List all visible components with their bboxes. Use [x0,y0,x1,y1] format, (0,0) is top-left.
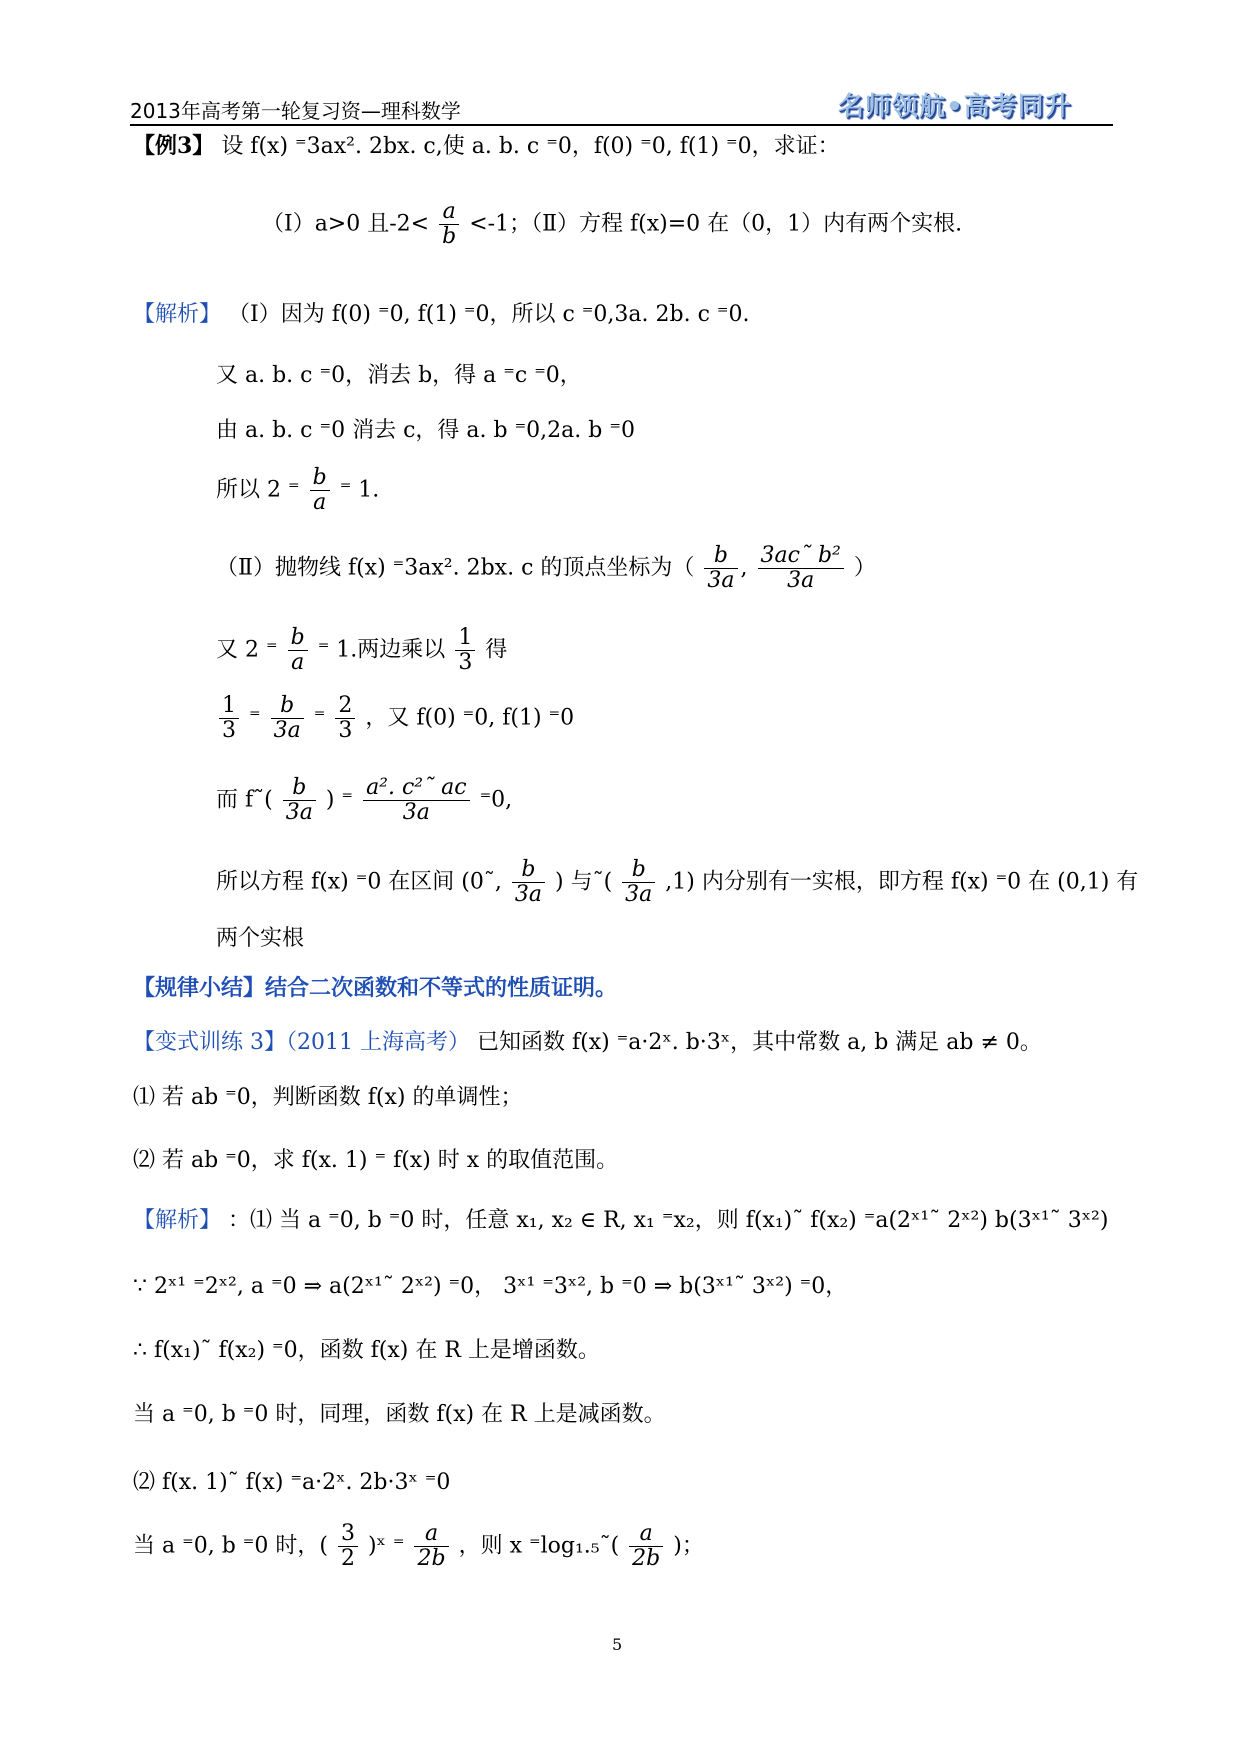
fraction [363,776,470,825]
math-text: ⁼ 1. [339,477,380,503]
fraction-denominator: 3a [625,882,653,908]
example-fraction [439,200,459,249]
fraction-numerator: b [283,776,316,801]
header-title: 2013年高考第一轮复习资—理科数学 [130,99,461,123]
math-text: )； [673,1533,704,1559]
fraction-denominator: a [313,490,327,516]
math-text: 又 2 ⁼ [216,637,278,663]
solution-line-2: 又 a. b. c ⁼0，消去 b，得 a ⁼c ⁼0， [216,363,582,388]
math-text: ⁼ [249,705,261,731]
solution-line-6 [216,626,507,675]
solution-line-8 [216,776,512,825]
variant-solution-line-3: ∴ f(x₁)˜ f(x₂) ⁼0，函数 f(x) 在 R 上是增函数。 [133,1338,600,1363]
variant-solution-line-6 [133,1522,704,1571]
page-number: 5 [612,1635,623,1654]
solution-line-10: 两个实根 [216,926,305,951]
variant-question-2: ⑵ 若 ab ⁼0，求 f(x. 1) ⁼ f(x) 时 x 的取值范围。 [133,1148,619,1173]
fraction [512,858,545,907]
variant-solution-line-5: ⑵ f(x. 1)˜ f(x) ⁼a·2ˣ. 2b·3ˣ ⁼0 [133,1470,451,1495]
fraction-denominator: 3a [787,568,815,594]
fraction-numerator: b [271,694,304,719]
fraction [622,858,655,907]
solution-line-4 [216,466,379,515]
example-part-rest: <-1；（Ⅱ）方程 f(x)=0 在（0，1）内有两个实根. [469,211,963,237]
math-text: ，又 f(0) ⁼0, f(1) ⁼0 [365,705,575,731]
fraction-numerator: b [704,544,737,569]
math-text: ：⑴ 当 a ⁼0, b ⁼0 时，任意 x₁, x₂ ∈ R, x₁ ⁼x₂，则 f(x₁)˜ f(x₂) ⁼a(2ˣ¹˜ 2ˣ²) b(3ˣ¹˜ 3ˣ²) [228,1208,1109,1233]
fraction-numerator: 3ac˜ b² [758,544,844,569]
fraction [219,694,239,743]
math-text: 当 a ⁼0, b ⁼0 时，( [133,1533,328,1559]
solution-line-7 [216,694,574,743]
header-logo: 名师领航•高考同升 [838,92,1072,122]
solution-line-1 [133,302,750,327]
fraction-numerator: a [414,1522,448,1547]
solution-line-5: （Ⅱ）抛物线 f(x) ⁼3ax². 2bx. c 的顶点坐标为（ $\frac{b}{3a}$ , $\frac{\text{3ac˜ b²}}{3a}$ ） [216,543,876,594]
fraction-denominator: 3a [273,718,301,744]
fraction-denominator: 3a [285,800,313,826]
variant-solution-label: 【解析】 [133,1208,222,1233]
math-text: ⁼0, [479,787,513,813]
fraction-denominator: 3 [338,718,353,744]
fraction [338,1522,358,1571]
fraction [704,544,737,593]
fraction-numerator: b [310,466,330,491]
fraction-numerator: 1 [455,626,475,651]
math-text: ⁼ [313,705,326,731]
fraction-numerator: a². c²˜ ac [363,776,470,801]
fraction-numerator: b [622,858,655,883]
fraction-numerator: a [439,200,459,225]
variant-solution-line-1 [133,1208,1108,1233]
fraction-denominator: 2 [340,1546,355,1572]
fraction [310,466,330,515]
rule-summary: 【规律小结】结合二次函数和不等式的性质证明。 [133,975,618,1001]
example-statement: 设 f(x) ⁼3ax². 2bx. c,使 a. b. c ⁼0，f(0) ⁼0, f(1) ⁼0，求证： [221,134,840,159]
example-line [133,134,840,159]
variant-statement: 已知函数 f(x) ⁼a·2ˣ. b·3ˣ，其中常数 a, b 满足 ab ≠ 0。 [476,1030,1042,1055]
math-text: )ˣ ⁼ [367,1533,405,1559]
fraction [335,694,355,743]
math-text: ，则 x ⁼log₁.₅˜( [458,1533,620,1559]
fraction-denominator: 2b [417,1546,446,1572]
fraction [414,1522,448,1571]
fraction-denominator: a [291,650,305,676]
example-parts-line [262,200,962,249]
fraction-denominator: 3 [458,650,473,676]
fraction-denominator: 3 [222,718,236,744]
solution-text: （Ⅰ）因为 f(0) ⁼0, f(1) ⁼0，所以 c ⁼0,3a. 2b. c ⁼0. [228,302,750,327]
math-text: 而 f˜( [216,787,273,813]
math-text: ) ⁼ [325,787,354,813]
variant-solution-line-2: ∵ 2ˣ¹ ⁼2ˣ², a ⁼0 ⇒ a(2ˣ¹˜ 2ˣ²) ⁼0， 3ˣ¹ ⁼3ˣ², b ⁼0 ⇒ b(3ˣ¹˜ 3ˣ²) ⁼0， [133,1274,848,1299]
fraction [283,776,316,825]
math-text: ) 与˜( [555,869,613,895]
solution-line-3: 由 a. b. c ⁼0 消去 c，得 a. b ⁼0,2a. b ⁼0 [216,418,635,443]
fraction-denominator: 3a [707,568,735,594]
fraction [758,544,844,593]
variant-label: 【变式训练 3】（2011 上海高考） [133,1030,470,1055]
variant-line [133,1030,1042,1055]
math-text: 得 [485,637,508,663]
math-text: （Ⅱ）抛物线 f(x) ⁼3ax². 2bx. c 的顶点坐标为（ [216,555,695,581]
solution-line-9 [216,858,1138,907]
variant-solution-line-4: 当 a ⁼0, b ⁼0 时，同理，函数 f(x) 在 R 上是减函数。 [133,1402,666,1427]
fraction-numerator: b [288,626,308,651]
math-text: ,1) 内分别有一实根，即方程 f(x) ⁼0 在 (0,1) 有 [665,869,1139,895]
example-label: 【例3】 [133,133,215,159]
fraction [288,626,308,675]
math-text: ⁼ 1.两边乘以 [317,637,446,663]
math-text: 所以方程 f(x) ⁼0 在区间 (0˜, [216,869,502,895]
header-rule [130,124,1113,126]
fraction [455,626,475,675]
fraction-denominator: 3a [514,882,542,908]
fraction-numerator: a [629,1522,663,1547]
fraction-denominator: b [442,224,457,250]
fraction-numerator: 2 [335,694,355,719]
fraction-numerator: 1 [219,694,239,719]
fraction [629,1522,663,1571]
example-part-intro: （Ⅰ）a>0 且-2< [262,211,430,237]
variant-question-1: ⑴ 若 ab ⁼0，判断函数 f(x) 的单调性； [133,1085,523,1110]
fraction [271,694,304,743]
fraction-numerator: b [512,858,545,883]
fraction-denominator: 2b [632,1546,661,1572]
solution-label: 【解析】 [133,302,222,327]
fraction-denominator: 3a [402,800,430,826]
math-text: ） [853,555,876,581]
math-text: 所以 2 ⁼ [216,477,300,503]
fraction-numerator: 3 [338,1522,358,1547]
